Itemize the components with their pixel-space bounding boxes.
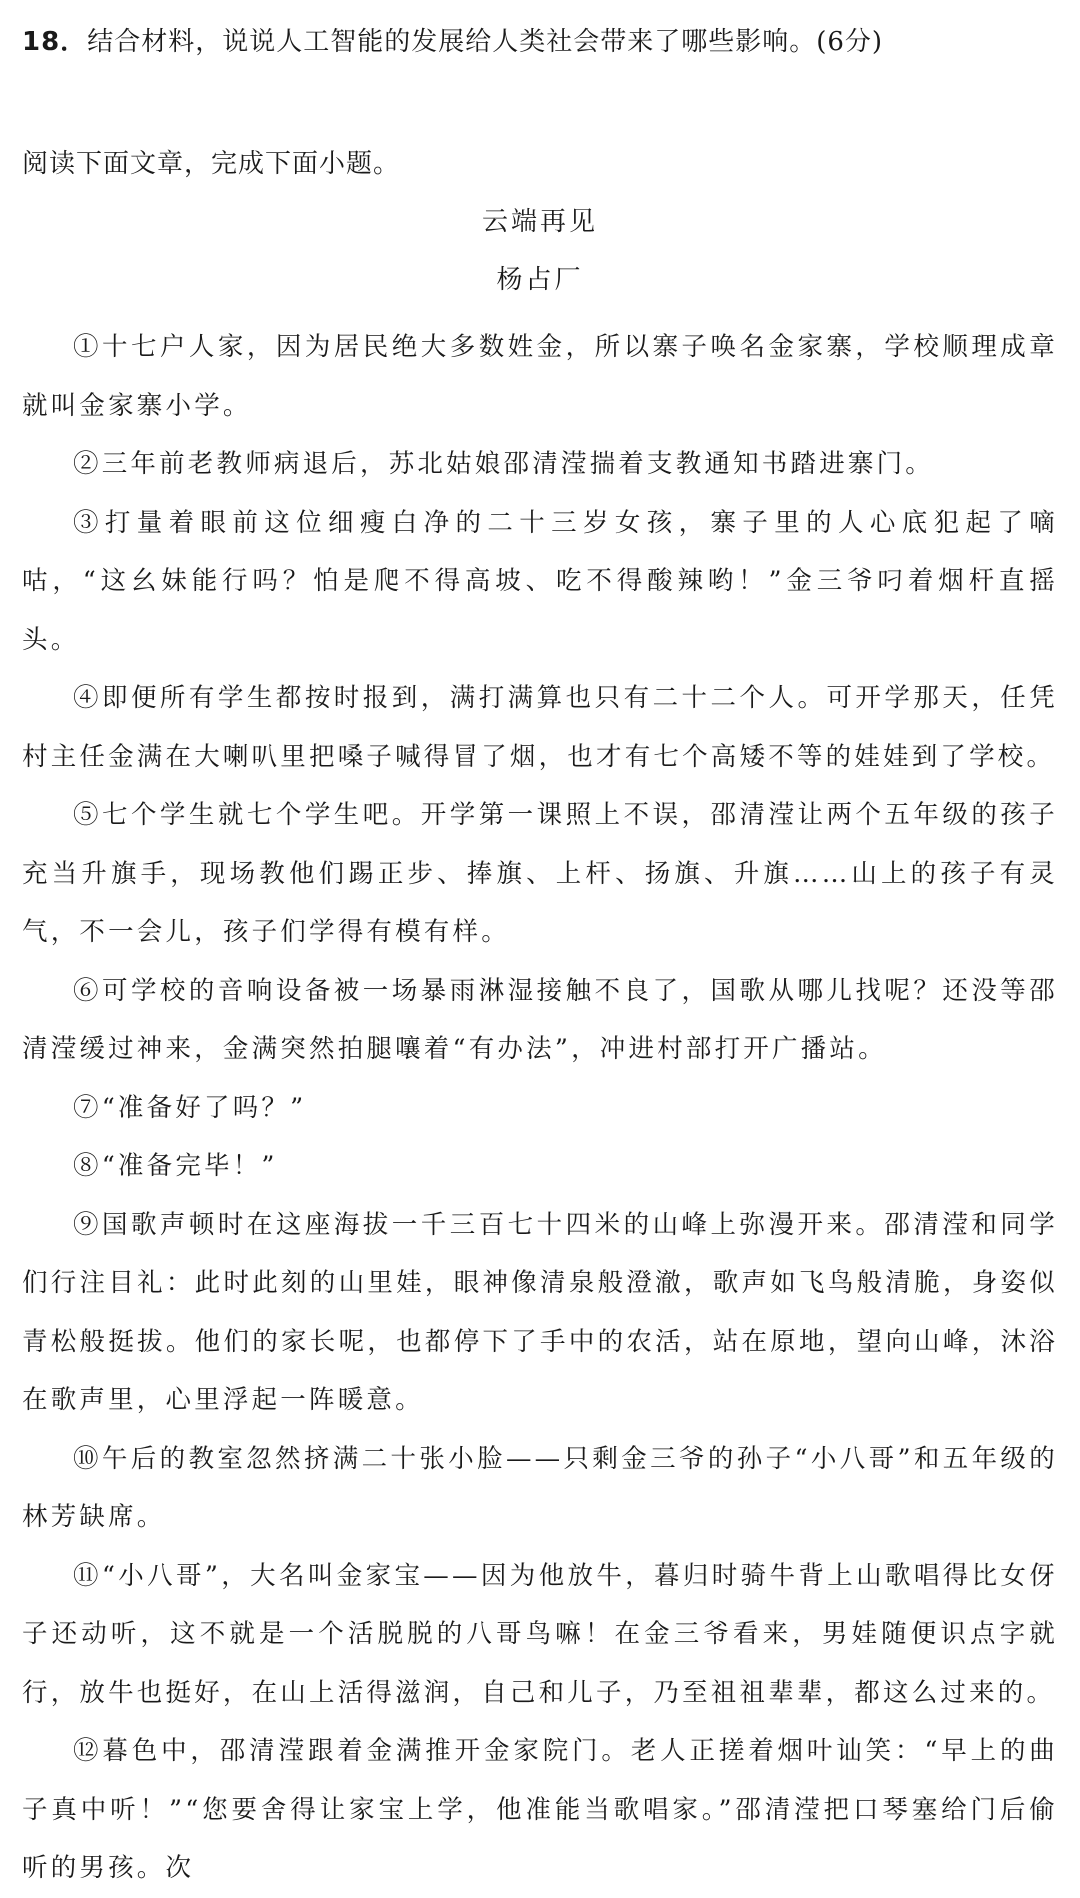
paragraph-5: ⑤七个学生就七个学生吧。开学第一课照上不误，邵清滢让两个五年级的孩子充当升旗手，现场教他们踢正步、捧旗、上杆、扬旗、升旗……山上的孩子有灵气，不一会儿，孩子们学得有模有样。 [22,800,1058,947]
paragraph-7: ⑦“准备好了吗？” [73,1092,307,1123]
article-title: 云端再见 [481,207,598,237]
paragraph-12: ⑫暮色中，邵清滢跟着金满推开金家院门。老人正搓着烟叶讪笑：“早上的曲子真中听！”“您要舍得让家宝上学，他准能当歌唱家。”邵清滢把口琴塞给门后偷听的男孩。次 [22,1736,1058,1883]
paragraph-9: ⑨国歌声顿时在这座海拔一千三百七十四米的山峰上弥漫开来。邵清滢和同学们行注目礼：此时此刻的山里娃，眼神像清泉般澄澈，歌声如飞鸟般清脆，身姿似青松般挺拔。他们的家长呢，也都停下了手中的农活，站在原地，望向山峰，沐浴在歌声里，心里浮起一阵暖意。 [22,1209,1058,1415]
question-18 [22,24,883,60]
paragraph-1: ①十七户人家，因为居民绝大多数姓金，所以寨子唤名金家寨，学校顺理成章就叫金家寨小学。 [22,332,1058,421]
paragraph-3: ③打量着眼前这位细瘦白净的二十三岁女孩，寨子里的人心底犯起了嘀咕，“这幺妹能行吗？怕是爬不得高坡、吃不得酸辣哟！”金三爷叼着烟杆直摇头。 [22,507,1058,655]
article-body [22,318,1058,1898]
question-number: 18． [22,27,88,57]
article-author: 杨占厂 [496,265,584,295]
reading-instruction: 阅读下面文章，完成下面小题。 [22,149,401,179]
paragraph-2: ②三年前老教师病退后，苏北姑娘邵清滢揣着支教通知书踏进寨门。 [73,449,935,479]
paragraph-11: ⑪“小八哥”，大名叫金家宝——因为他放牛，暮归时骑牛背上山歌唱得比女伢子还动听，这不就是一个活脱脱的八哥鸟嘛！在金三爷看来，男娃随便识点字就行，放牛也挺好，在山上活得滋润，自己和儿子，乃至祖祖辈辈，都这么过来的。 [22,1560,1058,1708]
paragraph-6: ⑥可学校的音响设备被一场暴雨淋湿接触不良了，国歌从哪儿找呢？还没等邵清滢缓过神来，金满突然拍腿嚷着“有办法”，冲进村部打开广播站。 [22,975,1058,1064]
paragraph-8: ⑧“准备完毕！” [73,1151,278,1181]
question-text: 结合材料，说说人工智能的发展给人类社会带来了哪些影响。(6分) [87,27,884,57]
paragraph-10: ⑩午后的教室忽然挤满二十张小脸——只剩金三爷的孙子“小八哥”和五年级的林芳缺席。 [22,1443,1058,1532]
paragraph-4: ④即便所有学生都按时报到，满打满算也只有二十二个人。可开学那天，任凭村主任金满在大喇叭里把嗓子喊得冒了烟，也才有七个高矮不等的娃娃到了学校。 [22,683,1058,772]
